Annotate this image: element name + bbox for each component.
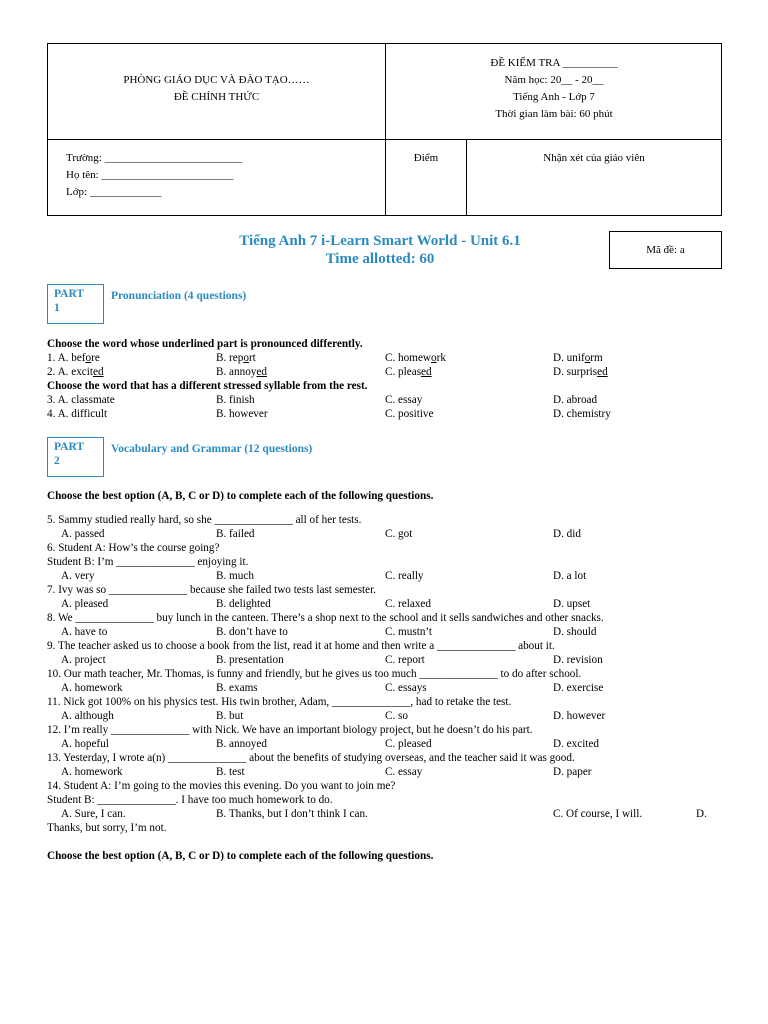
option-d[interactable]: D. excited [553, 738, 599, 750]
question-9: 9. The teacher asked us to choose a book from the list, read it at home and then write a ______________ about it. [47, 640, 555, 652]
option-b[interactable]: B. finish [216, 394, 255, 406]
question-13: 13. Yesterday, I wrote a(n) ______________ about the benefits of studying overseas, and the teacher said it was good. [47, 752, 575, 764]
option-c[interactable]: C. so [385, 710, 409, 722]
subject: Tiếng Anh - Lớp 7 [513, 91, 595, 103]
school-year: Năm học: 20__ - 20__ [504, 74, 604, 86]
option-a[interactable]: A. passed [61, 528, 105, 540]
option-d[interactable]: D. revision [553, 654, 603, 666]
option-b[interactable]: B. test [216, 766, 245, 778]
option-c[interactable]: C. really [385, 570, 424, 582]
options-row [47, 597, 727, 611]
option-c[interactable]: C. homework [385, 352, 446, 364]
option-c[interactable]: C. essays [385, 682, 427, 694]
question-6-b: Student B: I’m ______________ enjoying it. [47, 556, 249, 568]
option-b[interactable]: B. report [216, 352, 256, 364]
option-d-continued[interactable]: Thanks, but sorry, I’m not. [47, 822, 167, 834]
option-b[interactable]: B. annoyed [216, 738, 267, 750]
part1-label: Pronunciation (4 questions) [111, 290, 247, 302]
exam-title: ĐỀ KIỂM TRA __________ [490, 57, 618, 69]
option-a[interactable]: A. although [61, 710, 114, 722]
question-8: 8. We ______________ buy lunch in the canteen. There’s a shop next to the school and it sells sandwiches and other snacks. [47, 612, 604, 624]
option-a[interactable]: 3. A. classmate [47, 394, 115, 406]
option-a[interactable]: A. pleased [61, 598, 109, 610]
option-b[interactable]: B. however [216, 408, 268, 420]
part1-box [47, 284, 104, 324]
teacher-comment-label: Nhận xét của giáo viên [543, 152, 645, 164]
option-b[interactable]: B. presentation [216, 654, 284, 666]
option-d[interactable]: D. uniform [553, 352, 603, 364]
option-c[interactable]: C. essay [385, 394, 423, 406]
part1-box-label: PART [54, 288, 85, 300]
option-c[interactable]: C. pleased [385, 738, 432, 750]
official-label: ĐỀ CHÍNH THỨC [173, 91, 260, 103]
part1-box-number: 1 [54, 302, 60, 314]
name-field[interactable]: Họ tên: ________________________ [66, 169, 234, 181]
option-c[interactable]: C. pleased [385, 366, 432, 378]
divider [48, 139, 721, 140]
part2-label: Vocabulary and Grammar (12 questions) [111, 443, 313, 455]
option-b[interactable]: B. Thanks, but I don’t think I can. [216, 808, 368, 820]
score-label: Điểm [413, 152, 439, 164]
options-row [47, 527, 727, 541]
question-row [47, 365, 727, 379]
department-name: PHÒNG GIÁO DỤC VÀ ĐÀO TẠO…… [123, 74, 310, 86]
question-10: 10. Our math teacher, Mr. Thomas, is funny and friendly, but he gives us too much ______________ to do after school. [47, 668, 582, 680]
exam-code: Mã đề: a [609, 231, 722, 269]
option-a[interactable]: A. very [61, 570, 95, 582]
option-c[interactable]: C. Of course, I will. [553, 808, 643, 820]
option-b[interactable]: B. but [216, 710, 244, 722]
options-row [47, 625, 727, 639]
option-d[interactable]: D. paper [553, 766, 592, 778]
duration: Thời gian làm bài: 60 phút [495, 108, 613, 120]
question-row [47, 393, 727, 407]
options-row [47, 653, 727, 667]
options-row [47, 765, 727, 779]
options-row [47, 681, 727, 695]
question-7: 7. Ivy was so ______________ because she failed two tests last semester. [47, 584, 377, 596]
question-row [47, 351, 727, 365]
option-c[interactable]: C. positive [385, 408, 434, 420]
option-d[interactable]: D. exercise [553, 682, 604, 694]
part2-instruction2: Choose the best option (A, B, C or D) to complete each of the following questions. [47, 850, 434, 862]
option-a[interactable]: A. homework [61, 766, 123, 778]
option-d[interactable]: D. [696, 808, 707, 820]
option-d[interactable]: D. however [553, 710, 606, 722]
option-d[interactable]: D. should [553, 626, 597, 638]
part1-instruction2: Choose the word that has a different stressed syllable from the rest. [47, 380, 368, 392]
option-b[interactable]: B. annoyed [216, 366, 267, 378]
question-6: 6. Student A: How’s the course going? [47, 542, 220, 554]
option-c[interactable]: C. got [385, 528, 413, 540]
school-field[interactable]: Trường: _________________________ [66, 152, 243, 164]
question-14-b: Student B: ______________. I have too much homework to do. [47, 794, 333, 806]
option-b[interactable]: B. exams [216, 682, 258, 694]
option-d[interactable]: D. did [553, 528, 581, 540]
divider [385, 44, 386, 215]
option-d[interactable]: D. chemistry [553, 408, 611, 420]
option-b[interactable]: B. failed [216, 528, 255, 540]
option-c[interactable]: C. relaxed [385, 598, 431, 610]
option-c[interactable]: C. mustn’t [385, 626, 433, 638]
question-14: 14. Student A: I’m going to the movies this evening. Do you want to join me? [47, 780, 396, 792]
part2-box-number: 2 [54, 455, 60, 467]
option-c[interactable]: C. report [385, 654, 425, 666]
options-row [47, 709, 727, 723]
time-allotted: Time allotted: 60 [325, 251, 435, 267]
option-a[interactable]: A. hopeful [61, 738, 109, 750]
options-row [47, 807, 727, 821]
option-b[interactable]: B. delighted [216, 598, 271, 610]
worksheet-title: Tiếng Anh 7 i-Learn Smart World - Unit 6.1 [239, 233, 521, 249]
question-11: 11. Nick got 100% on his physics test. His twin brother, Adam, ______________, had to retake the test. [47, 696, 512, 708]
question-12: 12. I’m really ______________ with Nick. We have an important biology project, but he doesn’t do his part. [47, 724, 533, 736]
part2-box [47, 437, 104, 477]
option-b[interactable]: B. much [216, 570, 254, 582]
option-c[interactable]: C. essay [385, 766, 423, 778]
option-d[interactable]: D. a lot [553, 570, 587, 582]
option-d[interactable]: D. surprised [553, 366, 608, 378]
part1-instruction1: Choose the word whose underlined part is pronounced differently. [47, 338, 363, 350]
question-row [47, 407, 727, 421]
options-row [47, 737, 727, 751]
option-a[interactable]: 2. A. excited [47, 366, 104, 378]
option-a[interactable]: A. have to [61, 626, 108, 638]
part2-box-label: PART [54, 441, 85, 453]
options-row [47, 569, 727, 583]
option-d[interactable]: D. abroad [553, 394, 598, 406]
question-5: 5. Sammy studied really hard, so she ______________ all of her tests. [47, 514, 362, 526]
class-field[interactable]: Lớp: _____________ [66, 186, 162, 198]
option-d[interactable]: D. upset [553, 598, 591, 610]
option-a[interactable]: 1. A. before [47, 352, 100, 364]
divider [466, 139, 467, 215]
option-a[interactable]: A. Sure, I can. [61, 808, 126, 820]
option-a[interactable]: 4. A. difficult [47, 408, 108, 420]
option-a[interactable]: A. project [61, 654, 106, 666]
header-table [47, 43, 722, 216]
option-a[interactable]: A. homework [61, 682, 123, 694]
part2-instruction: Choose the best option (A, B, C or D) to complete each of the following questions. [47, 490, 434, 502]
option-b[interactable]: B. don’t have to [216, 626, 288, 638]
